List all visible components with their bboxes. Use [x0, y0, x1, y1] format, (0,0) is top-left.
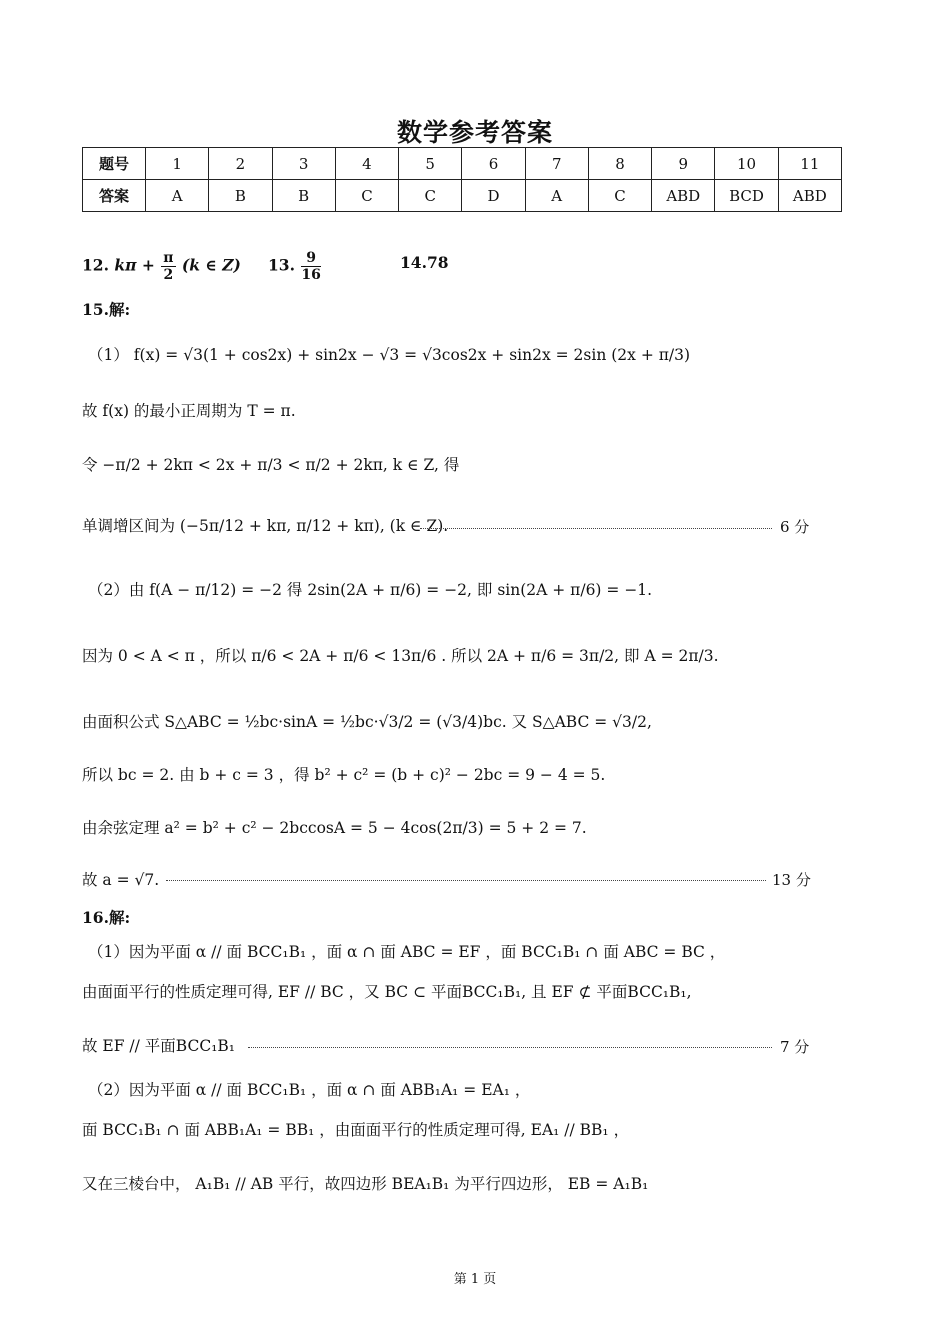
table-row-numbers: [83, 148, 842, 180]
q15-angle-line: 因为 0 < A < π ，所以 π/6 < 2A + π/6 < 13π/6 . 所以 2A + π/6 = 3π/2, 即 A = 2π/3.: [82, 647, 719, 665]
question-number-cell: 3: [272, 148, 335, 180]
q13-denominator: 16: [301, 267, 321, 283]
dotted-leader: [420, 528, 772, 529]
page-title: 数学参考答案: [396, 118, 553, 147]
question-number-cell: 10: [715, 148, 778, 180]
q15-part1-expression: （1） f(x) = √3(1 + cos2x) + sin2x − √3 = √3cos2x + sin2x = 2sin: [88, 346, 607, 364]
q12-label: 12.: [82, 255, 109, 275]
question-number-cell: 6: [462, 148, 525, 180]
q12-numerator: π: [163, 250, 174, 266]
q12-suffix: (k ∈ Z): [181, 255, 241, 275]
answer-cell: BCD: [715, 180, 778, 212]
q15-interval-line: 单调增区间为 (−5π/12 + kπ, π/12 + kπ), (k ∈ Z).: [82, 517, 449, 535]
table-answer-label-cell: 答案: [83, 180, 146, 212]
q13-label: 13.: [268, 255, 295, 275]
q16-prism-line: 又在三棱台中， A₁B₁ // AB 平行，故四边形 BEA₁B₁ 为平行四边形， EB = A₁B₁: [82, 1175, 649, 1193]
q13-numerator: 9: [301, 250, 320, 267]
question-number-cell: 7: [525, 148, 588, 180]
q16-heading: 16.解:: [82, 908, 131, 927]
q12-prefix: kπ +: [114, 255, 155, 275]
q15-part1-bracket: (2x + π/3): [611, 346, 691, 364]
q15-part2-line: （2）由 f(A − π/12) = −2 得 2sin(2A + π/6) = −2, 即 sin(2A + π/6) = −1.: [88, 581, 653, 599]
fill-blank-row: [82, 250, 241, 283]
q14-answer: 14.78: [400, 253, 449, 272]
dotted-leader: [248, 1047, 772, 1048]
answer-cell: A: [525, 180, 588, 212]
q16-part1-line: （1）因为平面 α // 面 BCC₁B₁ ，面 α ∩ 面 ABC = EF ，面 BCC₁B₁ ∩ 面 ABC = BC ，: [88, 943, 726, 961]
q15-part1-line: [88, 343, 690, 365]
q12-denominator: 2: [163, 267, 174, 283]
q12-fraction: [161, 250, 175, 283]
q13-answer: [268, 250, 322, 283]
answer-cell: ABD: [652, 180, 715, 212]
q15-bc-line: 所以 bc = 2. 由 b + c = 3 ，得 b² + c² = (b + c)² − 2bc = 9 − 4 = 5.: [82, 766, 606, 784]
answer-cell: A: [146, 180, 209, 212]
q16-parallel-line: 面 BCC₁B₁ ∩ 面 ABB₁A₁ = BB₁ ，由面面平行的性质定理可得, EA₁ // BB₁ ，: [82, 1121, 630, 1139]
question-number-cell: 8: [588, 148, 651, 180]
q16-conclusion-line: 故 EF // 平面BCC₁B₁: [82, 1037, 236, 1055]
page-footer: 第 1 页: [453, 1272, 497, 1287]
question-number-cell: 11: [778, 148, 841, 180]
answer-cell: B: [209, 180, 272, 212]
q16-theorem-line: 由面面平行的性质定理可得, EF // BC ，又 BC ⊂ 平面BCC₁B₁, 且 EF ⊄ 平面BCC₁B₁,: [82, 983, 692, 1001]
table-header-cell: 题号: [83, 148, 146, 180]
q16-part2-line: （2）因为平面 α // 面 BCC₁B₁ ，面 α ∩ 面 ABB₁A₁ = EA₁ ，: [88, 1081, 531, 1099]
question-number-cell: 9: [652, 148, 715, 180]
q15-result-line: 故 a = √7.: [82, 871, 160, 889]
answer-cell: C: [335, 180, 398, 212]
question-number-cell: 1: [146, 148, 209, 180]
score-mark: 7 分: [780, 1038, 810, 1056]
dotted-leader: [166, 880, 766, 881]
question-number-cell: 5: [399, 148, 462, 180]
q15-period-line: 故 f(x) 的最小正周期为 T = π.: [82, 402, 296, 420]
answer-cell: D: [462, 180, 525, 212]
answer-cell: C: [399, 180, 462, 212]
score-mark: 13 分: [772, 871, 811, 889]
question-number-cell: 4: [335, 148, 398, 180]
q15-inequality-line: 令 −π/2 + 2kπ < 2x + π/3 < π/2 + 2kπ, k ∈ Z, 得: [82, 456, 460, 474]
q15-heading: 15.解:: [82, 300, 131, 319]
q15-area-line: 由面积公式 S△ABC = ½bc·sinA = ½bc·√3/2 = (√3/4)bc. 又 S△ABC = √3/2,: [82, 713, 652, 731]
answer-cell: B: [272, 180, 335, 212]
q13-fraction: [301, 250, 320, 283]
score-mark: 6 分: [780, 518, 810, 536]
table-row-answers: [83, 180, 842, 212]
answer-cell: ABD: [778, 180, 841, 212]
q15-cosine-line: 由余弦定理 a² = b² + c² − 2bccosA = 5 − 4cos(2π/3) = 5 + 2 = 7.: [82, 819, 587, 837]
answer-table: [82, 147, 842, 212]
answer-cell: C: [588, 180, 651, 212]
question-number-cell: 2: [209, 148, 272, 180]
